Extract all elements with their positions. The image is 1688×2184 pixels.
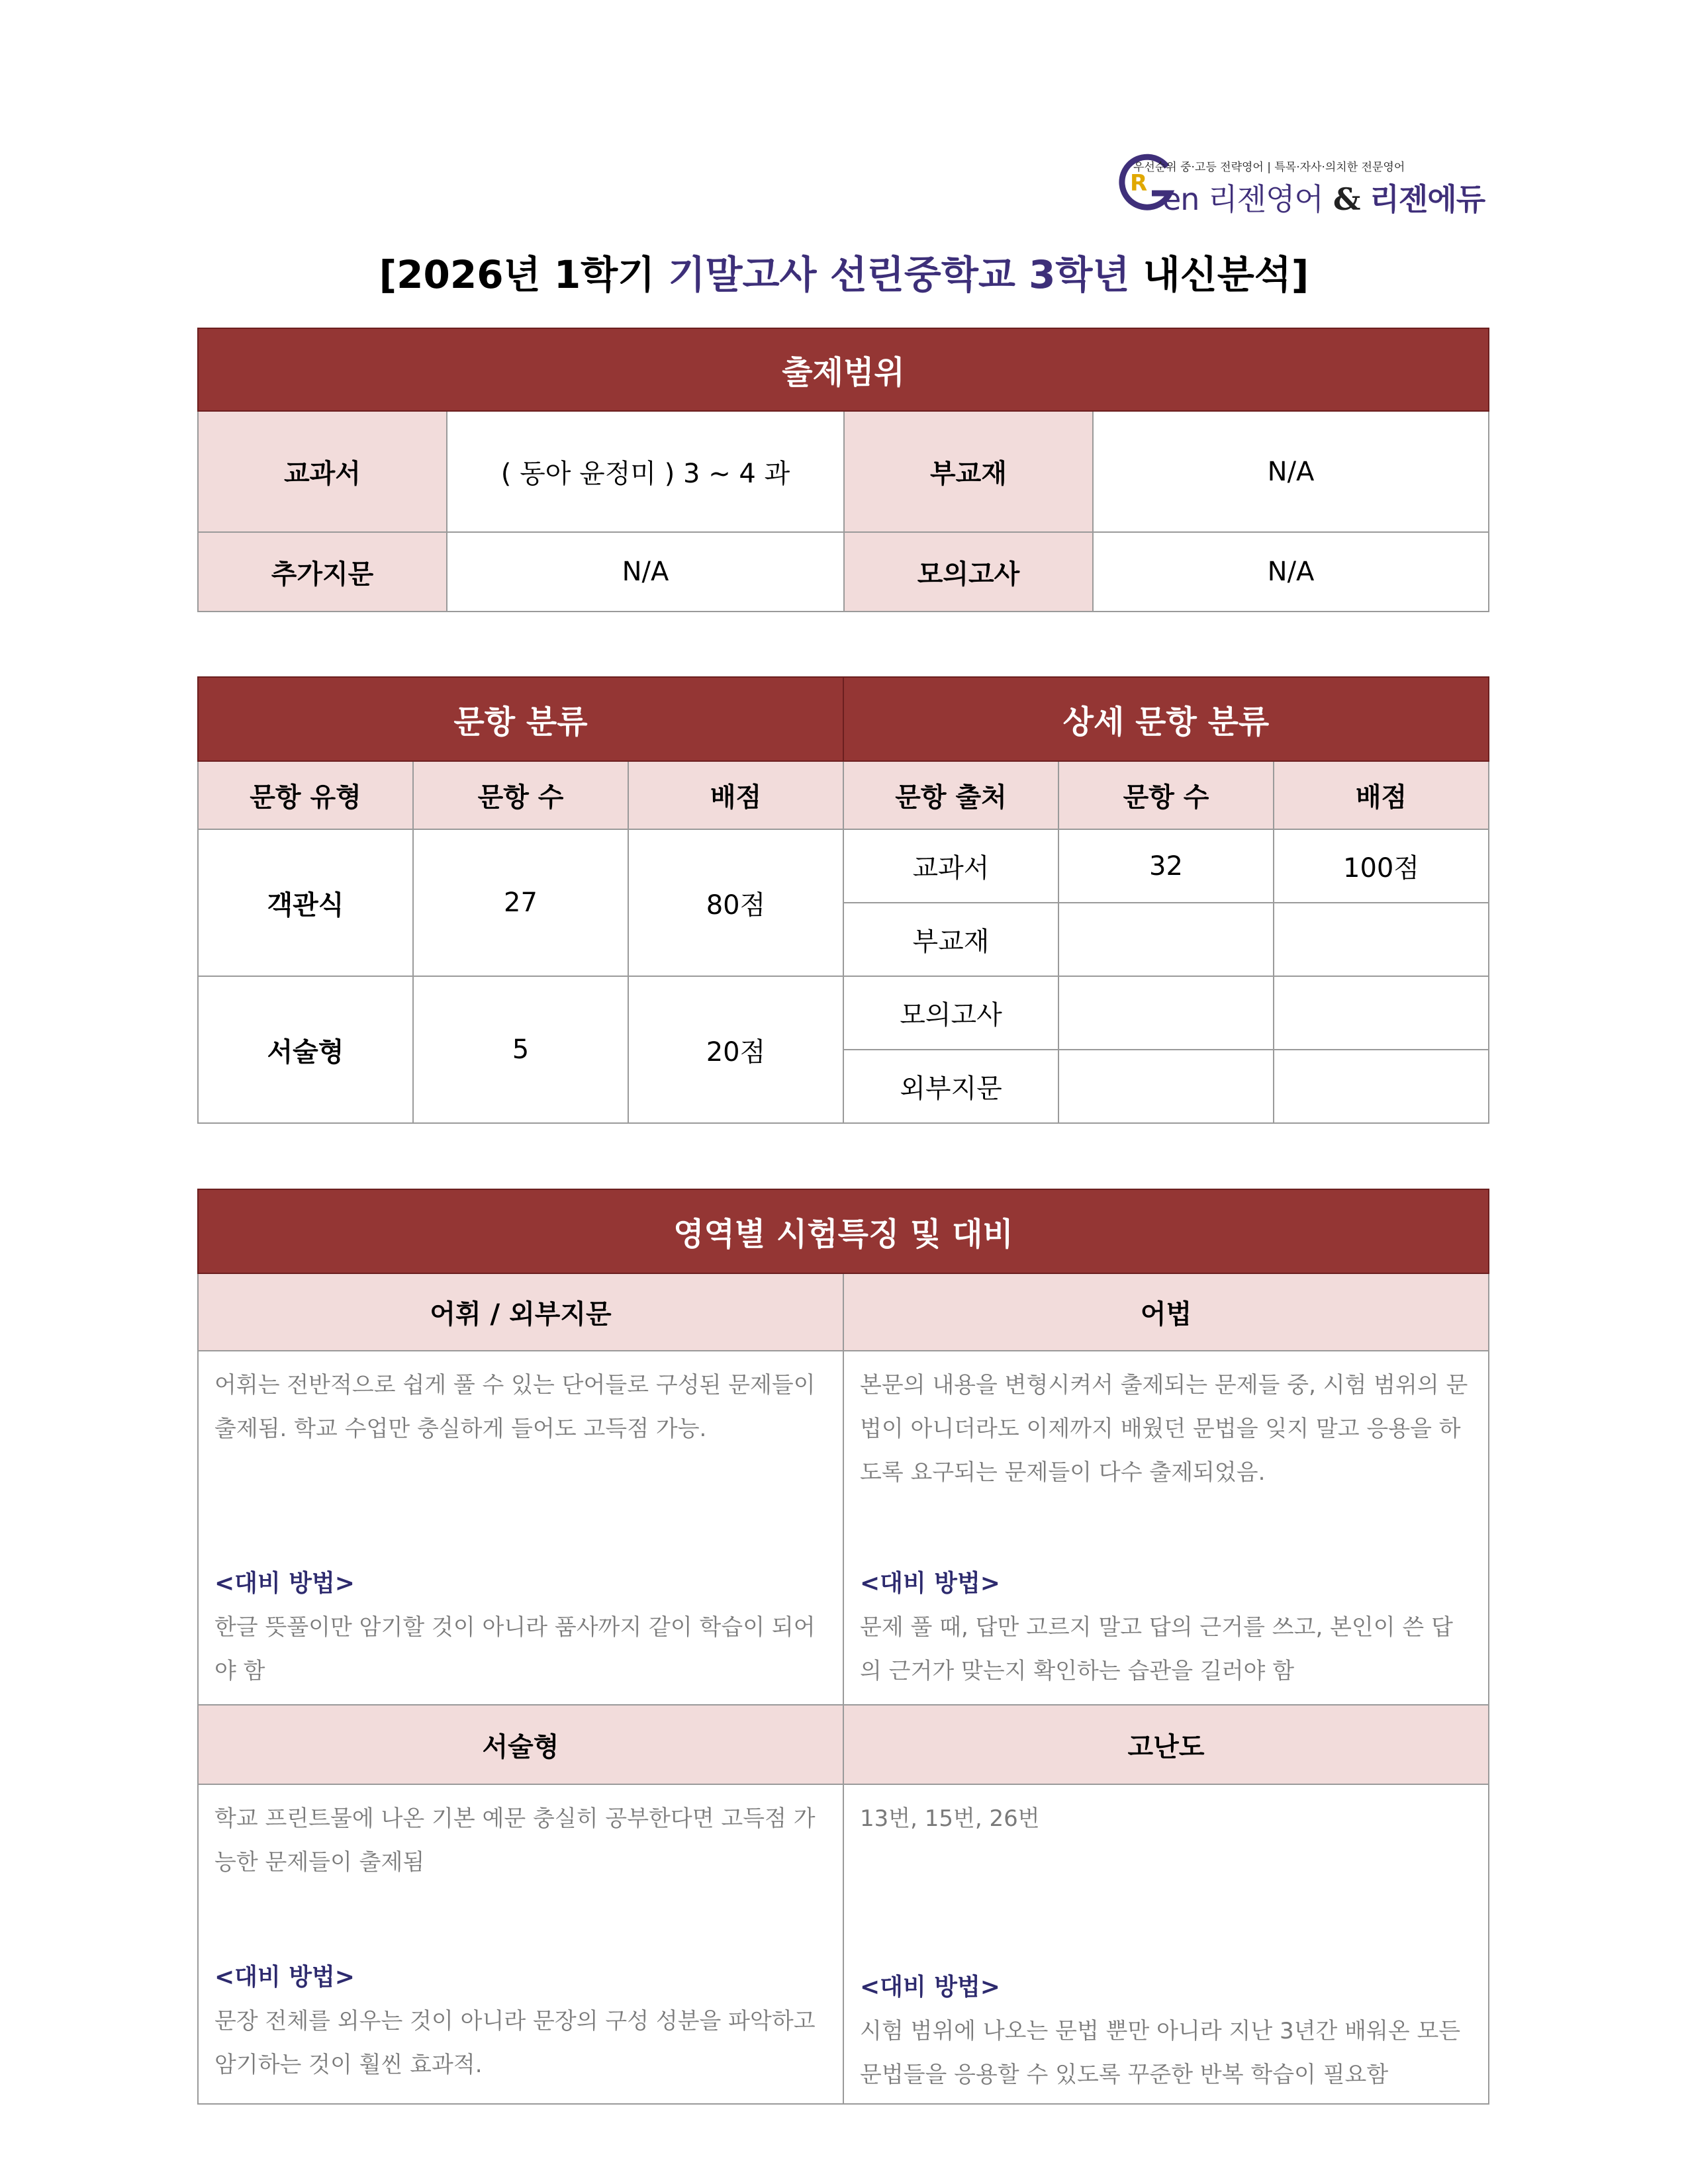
scope-label: 교과서 bbox=[198, 411, 447, 532]
scope-value: N/A bbox=[1093, 411, 1489, 532]
question-count: 27 bbox=[413, 829, 628, 976]
column-header: 문항 수 bbox=[413, 761, 628, 829]
prep-label: <대비 방법> bbox=[860, 1974, 1000, 2001]
section-title: 어휘 / 외부지문 bbox=[198, 1273, 843, 1351]
source-count: 32 bbox=[1058, 829, 1274, 903]
source-score bbox=[1274, 976, 1489, 1050]
source-score bbox=[1274, 903, 1489, 976]
section-body-writing bbox=[198, 1784, 843, 2104]
title-part1: [2026년 1학기 bbox=[379, 252, 669, 297]
svg-text:R: R bbox=[1130, 170, 1148, 197]
column-header: 배점 bbox=[1274, 761, 1489, 829]
column-header: 배점 bbox=[628, 761, 843, 829]
page-title bbox=[0, 244, 1688, 299]
logo-wordmark bbox=[1162, 175, 1485, 219]
section-desc: 어휘는 전반적으로 쉽게 풀 수 있는 단어들로 구성된 문제들이 출제됨. 학교 수업만 충실하게 들어도 고득점 가능. bbox=[214, 1372, 816, 1442]
scope-label: 부교재 bbox=[844, 411, 1093, 532]
question-source: 교과서 bbox=[843, 829, 1058, 903]
question-count: 5 bbox=[413, 976, 628, 1123]
section-body-grammar bbox=[843, 1351, 1489, 1705]
question-source: 부교재 bbox=[843, 903, 1058, 976]
column-header: 문항 유형 bbox=[198, 761, 413, 829]
features-header: 영역별 시험특징 및 대비 bbox=[198, 1189, 1489, 1273]
classification-table bbox=[197, 676, 1489, 1124]
question-score: 20점 bbox=[628, 976, 843, 1123]
source-count bbox=[1058, 1050, 1274, 1123]
question-type: 서술형 bbox=[198, 976, 413, 1123]
section-desc: 13번, 15번, 26번 bbox=[860, 1805, 1040, 1832]
prep-text: 시험 범위에 나오는 문법 뿐만 아니라 지난 3년간 배워온 모든 문법들을 응용할 수 있도록 꾸준한 반복 학습이 필요함 bbox=[860, 2018, 1461, 2088]
scope-value: ( 동아 윤정미 ) 3 ~ 4 과 bbox=[447, 411, 844, 532]
question-source: 외부지문 bbox=[843, 1050, 1058, 1123]
column-header: 문항 출처 bbox=[843, 761, 1058, 829]
scope-value: N/A bbox=[447, 532, 844, 612]
title-part2: 내신분석] bbox=[1129, 252, 1309, 297]
detail-classification-header: 상세 문항 분류 bbox=[843, 677, 1489, 761]
scope-label: 추가지문 bbox=[198, 532, 447, 612]
section-desc: 학교 프린트물에 나온 기본 예문 충실히 공부한다면 고득점 가능한 문제들이 출제됨 bbox=[214, 1805, 816, 1876]
logo-tagline: 우선순위 중·고등 전략영어 | 특목·자사·의치한 전문영어 bbox=[1133, 161, 1405, 174]
logo-amp: & bbox=[1333, 181, 1360, 217]
section-title: 고난도 bbox=[843, 1705, 1489, 1784]
scope-value: N/A bbox=[1093, 532, 1489, 612]
section-title: 서술형 bbox=[198, 1705, 843, 1784]
source-count bbox=[1058, 903, 1274, 976]
prep-text: 한글 뜻풀이만 암기할 것이 아니라 품사까지 같이 학습이 되어야 함 bbox=[214, 1614, 816, 1684]
source-score bbox=[1274, 1050, 1489, 1123]
scope-header: 출제범위 bbox=[198, 328, 1489, 411]
question-score: 80점 bbox=[628, 829, 843, 976]
features-table bbox=[197, 1189, 1489, 2105]
logo-name-left: en 리젠영어 bbox=[1162, 181, 1323, 217]
section-body-difficult bbox=[843, 1784, 1489, 2104]
prep-text: 문제 풀 때, 답만 고르지 말고 답의 근거를 쓰고, 본인이 쓴 답의 근거가 맞는지 확인하는 습관을 길러야 함 bbox=[860, 1614, 1453, 1684]
scope-label: 모의고사 bbox=[844, 532, 1093, 612]
title-highlight: 기말고사 선린중학교 3학년 bbox=[668, 252, 1130, 297]
classification-header: 문항 분류 bbox=[198, 677, 843, 761]
section-body-vocabulary bbox=[198, 1351, 843, 1705]
prep-label: <대비 방법> bbox=[860, 1570, 1000, 1597]
prep-label: <대비 방법> bbox=[214, 1570, 355, 1597]
logo-name-right: 리젠에듀 bbox=[1370, 181, 1485, 217]
source-count bbox=[1058, 976, 1274, 1050]
column-header: 문항 수 bbox=[1058, 761, 1274, 829]
section-desc: 본문의 내용을 변형시켜서 출제되는 문제들 중, 시험 범위의 문법이 아니더라도 이제까지 배웠던 문법을 잊지 말고 응용을 하도록 요구되는 문제들이 다수 출제되었음. bbox=[860, 1372, 1468, 1486]
question-source: 모의고사 bbox=[843, 976, 1058, 1050]
scope-table bbox=[197, 328, 1489, 612]
prep-label: <대비 방법> bbox=[214, 1964, 355, 1991]
source-score: 100점 bbox=[1274, 829, 1489, 903]
prep-text: 문장 전체를 외우는 것이 아니라 문장의 구성 성분을 파악하고 암기하는 것이 훨씬 효과적. bbox=[214, 2008, 816, 2078]
section-title: 어법 bbox=[843, 1273, 1489, 1351]
question-type: 객관식 bbox=[198, 829, 413, 976]
